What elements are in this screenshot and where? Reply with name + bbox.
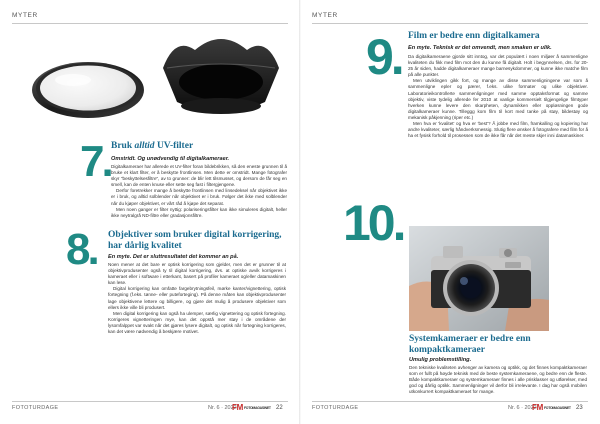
item-lead: Omstridt. Og unødvendig til digitalkameraer. [111, 156, 230, 162]
page-number: 22 [276, 405, 283, 411]
item-number: 9. [366, 29, 402, 85]
footer-magazine-name: FOTOTURDAGE [12, 405, 59, 411]
section-tag: MYTER [12, 12, 38, 19]
item-lead: En myte. Teknisk er det omvendt, men smaken er ulik. [408, 45, 552, 51]
lens-hood-photo [155, 30, 287, 130]
logo-mark: FM [232, 403, 243, 412]
paragraph: Digitalkameraer har allerede et UV-filter foran bildebrikken, så den eneste grunnen til å bruke et klart filter, er å beskytte frontlinsen. Men dette er omstridt. Mange fotografer skyr "beskyttelsesfiltre", av to grunner: de blir lett tilsmusset, og dersom de får seg en smell, kan de enten knuse eller sette seg fast i filtergjengene. [111, 164, 287, 188]
page-number: 23 [576, 405, 583, 411]
paragraph: Men digital korrigering kan også ha ulemper, særlig vignettering og optisk fortegning. Korrigeres vignetteringen mye, kan det oppstå mer støy i de områdene der lysomfalppet var svakt når det gjøres lysere digitalt, og optisk når fortegning korrigeres, kan det være nødvendig å beskjære motivet. [108, 310, 286, 335]
paragraph: Men noen ganger er filter nyttig: polariseringsfilter kan ikke simuleres digitalt, heller ikke neytralgrå ND-filtre eller gradasjonsfiltre. [111, 206, 287, 218]
item-lead: En myte. Det er sluttresultatet det kommer an på. [108, 254, 239, 260]
item-body [111, 164, 287, 219]
camera-photo [409, 226, 549, 331]
item-title: Film er bedre enn digitalkamera [408, 31, 540, 41]
paragraph: Da digitalkameraene gjorde sitt inntog, var det populært i noen miljøer å sammenligne kvaliteten du fikk med film mot den du kunne få digitalt. Holt i begynnelsen, drs. for 20-25 år siden, hadde digitalkameraer mange barnesykdommer, og kunne ikke matche film på alle punkter. [408, 54, 588, 78]
paragraph: Den tekniske kvaliteten avhenger av kamera og optikk, og det finnes kompaktkameraer som er fullt på høyde teknisk med de beste systemkameraene, og bedre enn de fleste. Både kompaktkameraer og systemkameraer finnes i alle prisklasser og utførelser, med god og dårlig optikk. Sammenligninger vil derfor bli irrelevante. I dag har også mobilen utkonkurrert kompaktkameraet for mange. [409, 365, 587, 395]
paragraph: Derfor foretrekker mange å beskytte frontlinsen med linsedeksel når objektivet ikke er i bruk, og alltid solblender når objektivet er i bruk. Følger det ikke med solblender når du kjøper objektivet, er vårt råd å kjøpe det separat. [111, 188, 287, 206]
item-body [408, 54, 588, 139]
item-title [111, 141, 291, 152]
footer-issue: Nr. 6 · 2022 [508, 405, 537, 411]
paragraph: Digital korrigering kan omfatte fargebrytningsfeil, mørke kanter/vignettering, optisk fortegning (f.eks. tønne- eller puteforteging). På denne måten kan objektivprodusenter lage objektivene lettere og billigere, og gjøre det mulig å produsere objektiver som ellers ikke ville bli produsert. [108, 286, 286, 310]
paragraph: Men utviklingen gikk fort, og mange av disse sammenligningene var som å sammenligne epler og pærer, f.eks. ulike formater og ulike objektiver. Laboratorieikontrollerte sammenligninger med samme opptaksformat og samme objektiv, viste tydelig allerede fer 2010 at vanlige kommersielt tilgjengelige filmtyper hverken kunne levere den skarpheten, dynamikken eller oppløsningen gode digitalkameraer kunne. Tilleggg kom film til kort med tanke på støy, bildestøy og mekanisk påkjenning (riper etc.) [408, 78, 588, 120]
header-rule [12, 23, 288, 24]
item-number: 8. [66, 225, 97, 274]
item-body [409, 365, 587, 395]
footer-issue: Nr. 6 · 2022 [208, 405, 237, 411]
right-page [300, 0, 600, 424]
footer-magazine-name: FOTOTURDAGE [312, 405, 359, 411]
footer-rule [312, 401, 588, 402]
item-body [108, 262, 286, 335]
title-emphasis: alltid [134, 141, 155, 151]
fm-logo [232, 403, 271, 412]
logo-mark: FM [532, 403, 543, 412]
title-text: UV-filter [154, 141, 194, 151]
fm-logo [532, 403, 571, 412]
header-rule [312, 23, 588, 24]
item-number: 7. [80, 137, 111, 186]
uv-filter-photo [28, 40, 148, 132]
section-tag: MYTER [312, 12, 338, 19]
paragraph: Noen mener at det bare er optisk korrigering som gjelder, men det er grunner til at objektivprodusenter også ty til digital korrigering, dvs. at optiske avvik korrigeres i kameraet eller i software i etterkant, basert på profiler kameraet og/eller datamaskinen kan lese. [108, 262, 286, 286]
item-title: Objektiver som bruker digital korrigering, har dårlig kvalitet [108, 230, 282, 251]
item-number: 10. [343, 195, 404, 251]
paragraph: Men hva er 'kvalitet' og hva er 'best'? Å jobbe med film, framkalling og kopiering har andre kvaliteter, særlig håndverksmessig. Slutig flere ønsker å fotografere med film for å ha et fysisk forhold til prosessen som de ikke får når det meste skjer inni datamaskiner. [408, 121, 588, 139]
logo-sub: FOTOMAGASINET [243, 405, 271, 410]
logo-sub: FOTOMAGASINET [543, 405, 571, 410]
footer-rule [12, 401, 288, 402]
item-lead: Umulig problemstilling. [409, 357, 472, 363]
title-text: Bruk [111, 141, 135, 151]
item-title: Systemkameraer er bedre enn kompaktkameraer [409, 334, 531, 355]
